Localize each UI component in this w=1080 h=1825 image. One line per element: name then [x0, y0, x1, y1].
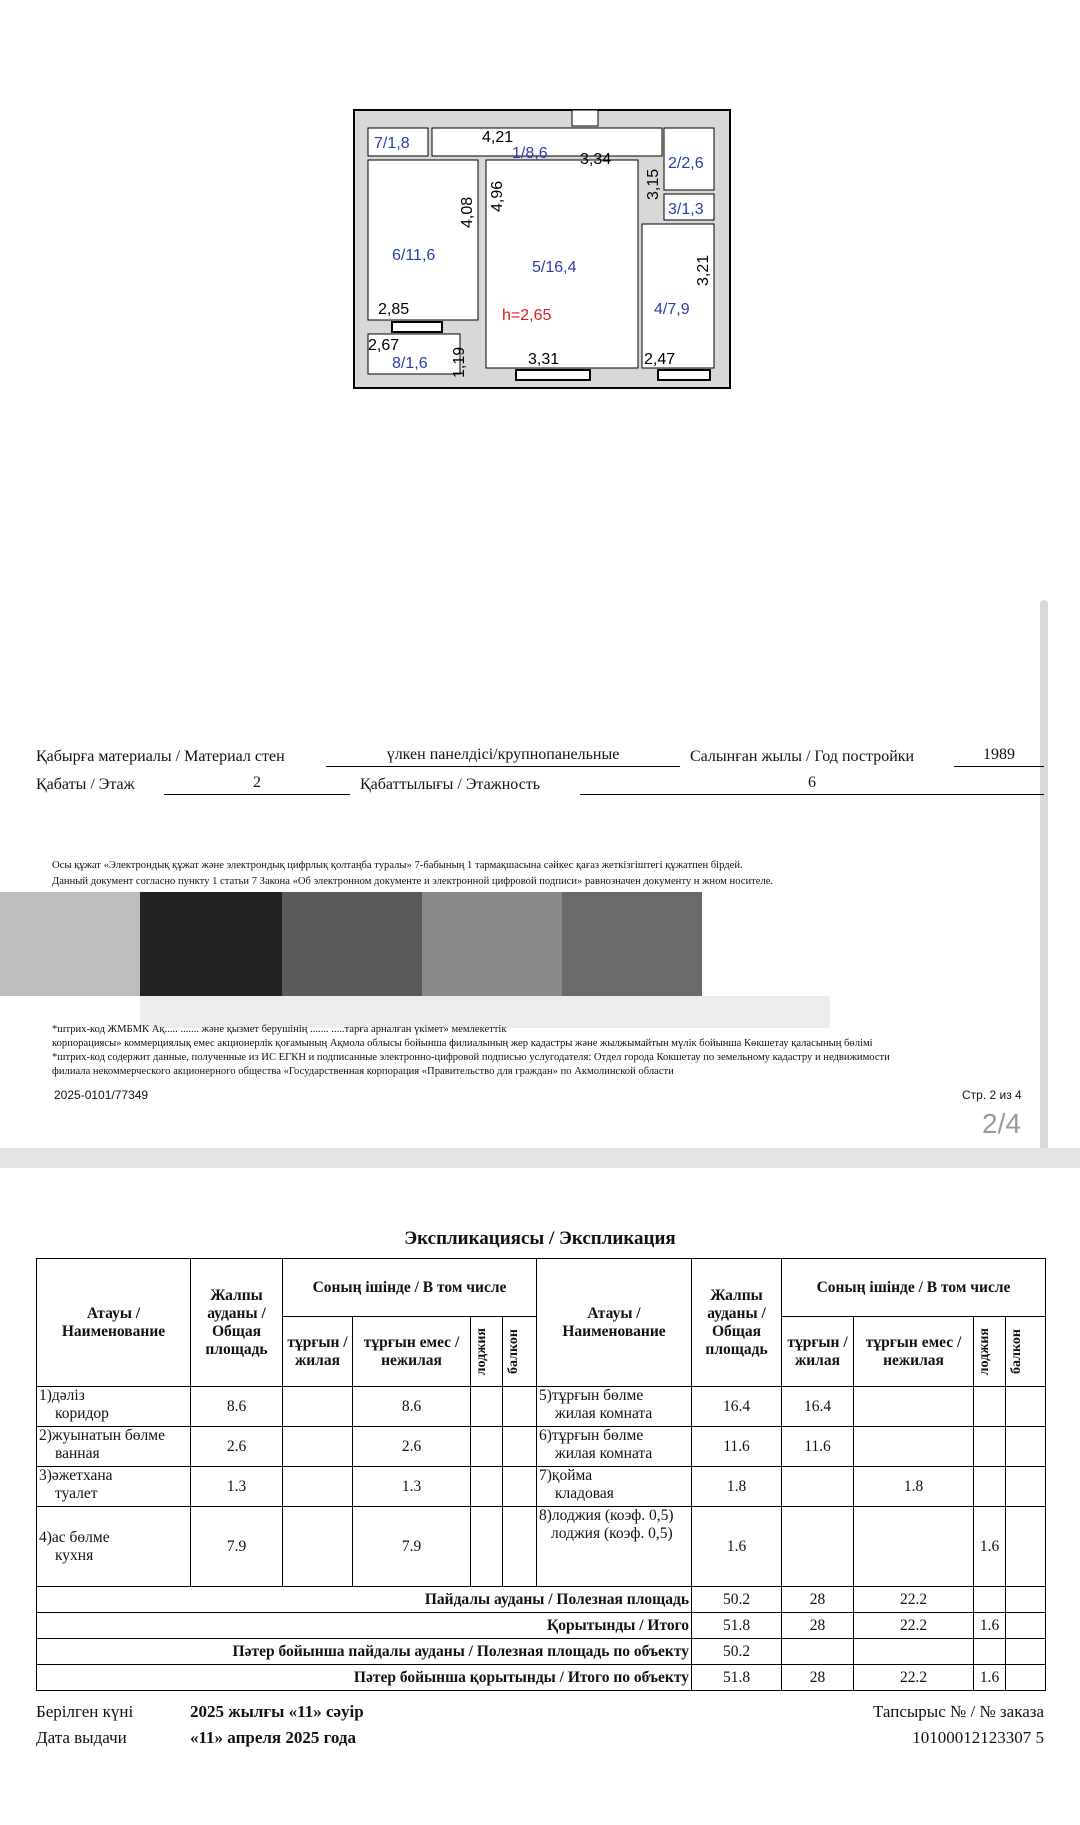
header-living: тұрғын / жилая: [283, 1317, 353, 1387]
non-living-area: 2.6: [353, 1427, 471, 1467]
balcony-area: [1006, 1507, 1046, 1587]
legal-note: филиала некоммерческого акционерного общества «Государственная корпорация «Правительство для граждан» по Акмолинской области: [52, 1066, 674, 1077]
summary-row: [37, 1639, 1046, 1665]
legal-note: *штрих-код содержит данные, полученные из ИС ЕГКН и подписанные электронно-цифровой подписью услугодателя: Отдел города Кокшетау по земельному кадастру и недвижимости: [52, 1052, 890, 1063]
redacted-barcode: [562, 892, 702, 996]
living-area: [283, 1387, 353, 1427]
explication-title: Экспликациясы / Экспликация: [404, 1228, 676, 1249]
dimension-label: 2,47: [644, 351, 676, 368]
loggia-area: [974, 1427, 1006, 1467]
summary-total: 51.8: [692, 1613, 782, 1639]
scrollbar[interactable]: [1040, 600, 1048, 1160]
room-name-ru: жилая комната: [555, 1445, 653, 1462]
header-total-area: Жалпы ауданы / Общая площадь: [191, 1259, 283, 1387]
room-name: 5)тұрғын бөлме: [539, 1387, 644, 1404]
dimension-label: 1,19: [451, 346, 468, 378]
issue-date-ru: «11» апреля 2025 года: [190, 1728, 357, 1747]
floor-plan: [352, 108, 732, 390]
room-name-ru: лоджия (коэф. 0,5): [551, 1525, 673, 1542]
loggia-area: [471, 1427, 503, 1467]
year-value: 1989: [954, 746, 1044, 767]
loggia-area: [974, 1387, 1006, 1427]
year-label: Салынған жылы / Год постройки: [690, 748, 915, 765]
issue-date-label-kk: Берілген күні: [36, 1702, 134, 1721]
table-row: [37, 1467, 1046, 1507]
living-area: [283, 1467, 353, 1507]
loggia-area: 1.6: [974, 1507, 1006, 1587]
table-row: [37, 1387, 1046, 1427]
issue-date-kk: 2025 жылғы «11» сәуір: [190, 1702, 364, 1721]
balcony-area: [503, 1507, 537, 1587]
total-area: 1.3: [191, 1467, 283, 1507]
summary-loggia: [974, 1587, 1006, 1613]
header-total-area: Жалпы ауданы / Общая площадь: [692, 1259, 782, 1387]
room-label: 4/7,9: [654, 301, 690, 318]
wall-material-label: Қабырға материалы / Материал стен: [36, 748, 285, 765]
summary-label: Пайдалы ауданы / Полезная площадь: [37, 1587, 692, 1613]
redacted-barcode: [140, 892, 282, 996]
balcony-area: [1006, 1387, 1046, 1427]
room-name: 2)жуынатын бөлме: [39, 1427, 165, 1444]
room-label: 3/1,3: [668, 201, 704, 218]
loggia-area: [471, 1387, 503, 1427]
non-living-area: 8.6: [353, 1387, 471, 1427]
summary-balcony: [1006, 1587, 1046, 1613]
summary-living: 28: [782, 1587, 854, 1613]
redacted-barcode: [0, 892, 140, 996]
room-name-ru: жилая комната: [555, 1405, 653, 1422]
page-label: Стр. 2 из 4: [962, 1088, 1022, 1102]
table-row: [37, 1427, 1046, 1467]
balcony-area: [503, 1467, 537, 1507]
order-number: 10100012123307 5: [912, 1728, 1044, 1747]
room-label: 8/1,6: [392, 355, 428, 372]
legal-note: корпорациясы» коммерциялық емес акционерлік қоғамының Ақмола облысы бойынша филиалының жер кадастры және жылжымайтын мүлік бойынша Көкшетау қаласының бөлімі: [52, 1038, 873, 1049]
room-label: 5/16,4: [532, 259, 577, 276]
room-label: 2/2,6: [668, 155, 704, 172]
non-living-area: 7.9: [353, 1507, 471, 1587]
loggia-area: [471, 1507, 503, 1587]
summary-non-living: [854, 1639, 974, 1665]
non-living-area: [854, 1507, 974, 1587]
non-living-area: 1.3: [353, 1467, 471, 1507]
balcony-area: [503, 1427, 537, 1467]
room-label: 6/11,6: [392, 247, 436, 264]
storeys-label: Қабаттылығы / Этажность: [360, 776, 541, 793]
living-area: [283, 1507, 353, 1587]
header-balcony: балкон: [506, 1329, 521, 1374]
non-living-area: 1.8: [854, 1467, 974, 1507]
header-balcony: балкон: [1009, 1329, 1025, 1374]
summary-row: [37, 1665, 1046, 1691]
floor-value: 2: [164, 774, 350, 795]
dimension-label: 4,08: [459, 196, 476, 228]
dimension-label: 4,96: [489, 180, 506, 212]
living-area: [782, 1467, 854, 1507]
floor-label: Қабаты / Этаж: [36, 776, 135, 793]
dimension-label: 3,34: [580, 151, 612, 168]
dimension-label: 4,21: [482, 129, 514, 146]
living-area: 16.4: [782, 1387, 854, 1427]
summary-living: 28: [782, 1665, 854, 1691]
issue-date-label-ru: Дата выдачи: [36, 1728, 127, 1747]
header-non-living: тұрғын емес / нежилая: [353, 1317, 471, 1387]
total-area: 16.4: [692, 1387, 782, 1427]
room-name: 4)ас бөлме: [39, 1528, 110, 1546]
summary-row: [37, 1613, 1046, 1639]
room-name: 3)әжетхана: [39, 1467, 113, 1484]
room-name-ru: коридор: [55, 1405, 109, 1422]
summary-total: 51.8: [692, 1665, 782, 1691]
balcony-area: [1006, 1467, 1046, 1507]
summary-balcony: [1006, 1639, 1046, 1665]
room-name: 6)тұрғын бөлме: [539, 1427, 644, 1444]
total-area: 1.8: [692, 1467, 782, 1507]
legal-note: *штрих-код ЖМБМК Ақ..... ....... және қызмет берушінің ....... .....тарға арналған үкімет» мемлекеттік: [52, 1024, 507, 1035]
summary-total: 50.2: [692, 1587, 782, 1613]
non-living-area: [854, 1427, 974, 1467]
header-name: Атауы / Наименование: [537, 1259, 692, 1387]
summary-total: 50.2: [692, 1639, 782, 1665]
summary-row: [37, 1587, 1046, 1613]
dimension-label: 3,15: [645, 168, 662, 200]
summary-non-living: 22.2: [854, 1587, 974, 1613]
summary-loggia: 1.6: [974, 1613, 1006, 1639]
loggia-area: [974, 1467, 1006, 1507]
table-row: [37, 1507, 1046, 1587]
header-non-living: тұрғын емес / нежилая: [854, 1317, 974, 1387]
dimension-label: 2,67: [368, 337, 400, 354]
document-number: 2025-0101/77349: [54, 1088, 149, 1102]
living-area: [782, 1507, 854, 1587]
header-including: Соның ішінде / В том числе: [782, 1259, 1046, 1317]
total-area: 2.6: [191, 1427, 283, 1467]
balcony-area: [503, 1387, 537, 1427]
summary-label: Пәтер бойынша пайдалы ауданы / Полезная площадь по объекту: [37, 1639, 692, 1665]
redacted-barcode: [422, 892, 562, 996]
room-name-ru: туалет: [55, 1485, 98, 1502]
room-name-ru: ванная: [55, 1445, 100, 1462]
summary-loggia: 1.6: [974, 1665, 1006, 1691]
room-name-ru: кладовая: [555, 1485, 614, 1502]
page-separator: [0, 1148, 1080, 1168]
wall-material-value: үлкен панелдісі/крупнопанельные: [326, 746, 680, 767]
total-area: 1.6: [692, 1507, 782, 1587]
balcony-area: [1006, 1427, 1046, 1467]
room-name-ru: кухня: [55, 1546, 94, 1564]
summary-loggia: [974, 1639, 1006, 1665]
redacted-barcode: [282, 892, 422, 996]
header-including: Соның ішінде / В том числе: [283, 1259, 537, 1317]
total-area: 8.6: [191, 1387, 283, 1427]
total-area: 7.9: [191, 1507, 283, 1587]
living-area: 11.6: [782, 1427, 854, 1467]
explication-table: [36, 1258, 1046, 1691]
summary-living: [782, 1639, 854, 1665]
header-living: тұрғын / жилая: [782, 1317, 854, 1387]
storeys-value: 6: [580, 774, 1044, 795]
dimension-label: 3,21: [695, 254, 712, 286]
dimension-label: 2,85: [378, 301, 410, 318]
page-indicator: 2/4: [982, 1108, 1021, 1139]
summary-balcony: [1006, 1665, 1046, 1691]
room-name: 8)лоджия (коэф. 0,5): [539, 1507, 674, 1524]
loggia-area: [471, 1467, 503, 1507]
summary-balcony: [1006, 1613, 1046, 1639]
non-living-area: [854, 1387, 974, 1427]
header-name: Атауы / Наименование: [37, 1259, 191, 1387]
summary-living: 28: [782, 1613, 854, 1639]
summary-non-living: 22.2: [854, 1665, 974, 1691]
dimension-label: 3,31: [528, 351, 560, 368]
room-label: 7/1,8: [374, 135, 410, 152]
ceiling-height: h=2,65: [502, 307, 552, 324]
order-label: Тапсырыс № / № заказа: [872, 1702, 1044, 1721]
header-loggia: лоджия: [977, 1327, 993, 1376]
living-area: [283, 1427, 353, 1467]
legal-note: Данный документ согласно пункту 1 статьи 7 Закона «Об электронном документе и электронной цифровой подписи» равнозначен документу н жном носителе.: [52, 876, 774, 887]
summary-non-living: 22.2: [854, 1613, 974, 1639]
summary-label: Пәтер бойынша қорытынды / Итого по объекту: [37, 1665, 692, 1691]
room-label: 1/8,6: [512, 145, 548, 162]
summary-label: Қорытынды / Итого: [37, 1613, 692, 1639]
header-loggia: лоджия: [474, 1327, 489, 1376]
room-name: 7)қойма: [539, 1467, 593, 1484]
legal-note: Осы құжат «Электрондық құжат және электрондық цифрлық қолтаңба туралы» 7-бабының 1 тармақшасына сәйкес қағаз жеткізгіштегі құжатпен бірдей.: [52, 860, 743, 871]
room-name: 1)дәліз: [39, 1387, 85, 1404]
total-area: 11.6: [692, 1427, 782, 1467]
